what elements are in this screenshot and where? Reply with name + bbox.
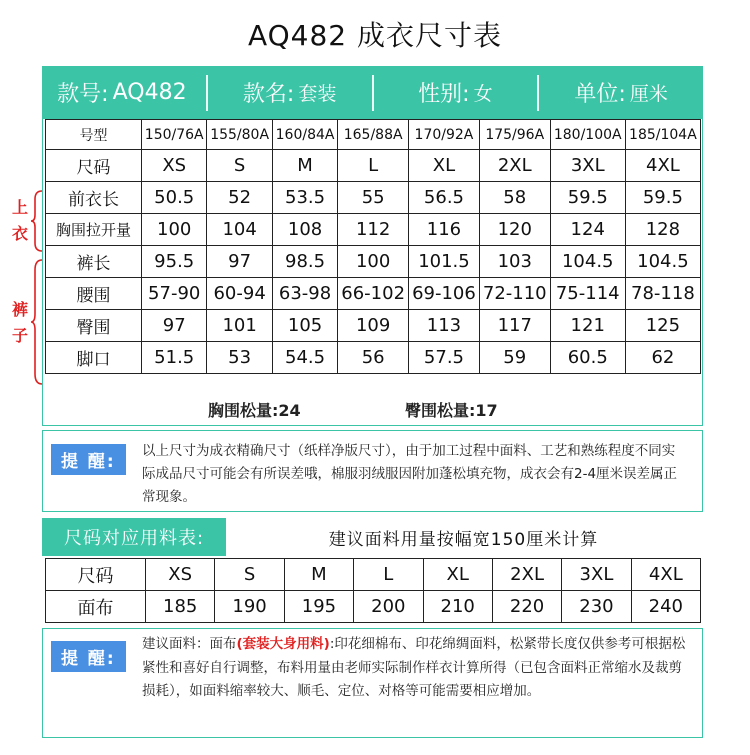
style-number bbox=[42, 66, 206, 119]
measure-cell: 124 bbox=[550, 214, 625, 246]
measure-cell: 54.5 bbox=[272, 342, 337, 374]
fabric-size-cell: 3XL bbox=[562, 559, 631, 591]
gender-value: 女 bbox=[473, 83, 493, 105]
measure-cell: 56.5 bbox=[409, 182, 480, 214]
reminder-badge: 提 醒: bbox=[51, 444, 126, 475]
model-cell: 155/80A bbox=[207, 120, 272, 150]
measure-cell: 128 bbox=[625, 214, 700, 246]
header-divider bbox=[206, 75, 208, 111]
fabric-size-cell: XS bbox=[146, 559, 215, 591]
measure-cell: 72-110 bbox=[479, 278, 550, 310]
model-cell: 170/92A bbox=[409, 120, 480, 150]
side-label-char: 裤 bbox=[12, 300, 29, 319]
side-label-char: 上 bbox=[12, 198, 29, 217]
measure-cell: 117 bbox=[479, 310, 550, 342]
style-name-value: 套装 bbox=[298, 83, 337, 105]
fabric-amount-cell: 185 bbox=[146, 591, 215, 623]
model-cell: 180/100A bbox=[550, 120, 625, 150]
side-label-top bbox=[12, 198, 28, 244]
unit bbox=[539, 66, 703, 119]
fabric-size-cell: M bbox=[284, 559, 353, 591]
measure-cell: 104.5 bbox=[625, 246, 700, 278]
measure-cell: 101.5 bbox=[409, 246, 480, 278]
side-label-pants bbox=[12, 300, 28, 346]
fabric-reminder-highlight: (套装大身用料) bbox=[236, 636, 330, 652]
fabric-header-label: 尺码对应用料表: bbox=[42, 518, 226, 556]
measure-row-label: 腰围 bbox=[46, 278, 142, 310]
header-divider bbox=[537, 75, 539, 111]
model-cell: 175/96A bbox=[479, 120, 550, 150]
measure-cell: 78-118 bbox=[625, 278, 700, 310]
measure-cell: 66-102 bbox=[338, 278, 409, 310]
unit-label: 单位: bbox=[574, 82, 626, 107]
measure-cell: 60-94 bbox=[207, 278, 272, 310]
measure-cell: 52 bbox=[207, 182, 272, 214]
fabric-amount-cell: 195 bbox=[284, 591, 353, 623]
measure-row-label: 前衣长 bbox=[46, 182, 142, 214]
measure-row-hem bbox=[46, 342, 701, 374]
size-row bbox=[46, 150, 701, 182]
model-row bbox=[46, 120, 701, 150]
hip-ease: 臀围松量:17 bbox=[405, 401, 498, 420]
fabric-amount-cell: 220 bbox=[492, 591, 561, 623]
measure-cell: 113 bbox=[409, 310, 480, 342]
model-cell: 150/76A bbox=[142, 120, 207, 150]
fabric-table bbox=[45, 558, 701, 623]
measure-cell: 56 bbox=[338, 342, 409, 374]
measure-cell: 116 bbox=[409, 214, 480, 246]
fabric-size-cell: 4XL bbox=[631, 559, 700, 591]
measure-cell: 120 bbox=[479, 214, 550, 246]
measure-cell: 63-98 bbox=[272, 278, 337, 310]
measure-row-chest bbox=[46, 214, 701, 246]
fabric-size-row bbox=[46, 559, 701, 591]
fabric-amount-cell: 210 bbox=[423, 591, 492, 623]
style-number-label: 款号: bbox=[57, 82, 109, 107]
measure-row-pants-length bbox=[46, 246, 701, 278]
size-cell: M bbox=[272, 150, 337, 182]
measure-cell: 75-114 bbox=[550, 278, 625, 310]
size-table bbox=[45, 119, 701, 374]
fabric-reminder-body: :印花细棉布、印花绵绸面料，松紧带长度仅供参考可根据松紧性和喜好自行调整，布料用量由老师实际制作样衣计算所得（已包含面料正常缩水及裁剪损耗），如面料缩率较大、顺毛、定位、对格等可能需要相应增加。 bbox=[142, 636, 686, 699]
reminder-text: 以上尺寸为成衣精确尺寸（纸样净版尺寸），由于加工过程中面料、工艺和熟练程度不同实际成品尺寸可能会有所误差哦，棉服羽绒服因附加蓬松填充物，成衣会有2-4厘米误差属正常现象。 bbox=[142, 443, 678, 505]
measure-cell: 101 bbox=[207, 310, 272, 342]
model-cell: 165/88A bbox=[338, 120, 409, 150]
measure-cell: 59 bbox=[479, 342, 550, 374]
measure-cell: 51.5 bbox=[142, 342, 207, 374]
measure-cell: 59.5 bbox=[625, 182, 700, 214]
top-brace-icon bbox=[30, 189, 44, 253]
header-divider bbox=[372, 75, 374, 111]
measure-row-front-length bbox=[46, 182, 701, 214]
style-number-value: AQ482 bbox=[112, 80, 187, 105]
size-cell: XS bbox=[142, 150, 207, 182]
measure-cell: 104.5 bbox=[550, 246, 625, 278]
measure-cell: 55 bbox=[338, 182, 409, 214]
measure-cell: 97 bbox=[207, 246, 272, 278]
size-row-label: 尺码 bbox=[46, 150, 142, 182]
info-header bbox=[42, 66, 703, 119]
side-label-char: 子 bbox=[12, 326, 29, 345]
measure-cell: 57-90 bbox=[142, 278, 207, 310]
style-name bbox=[208, 66, 372, 119]
fabric-reminder-text bbox=[142, 633, 690, 704]
measure-cell: 100 bbox=[142, 214, 207, 246]
measure-cell: 59.5 bbox=[550, 182, 625, 214]
size-cell: 2XL bbox=[479, 150, 550, 182]
size-cell: 3XL bbox=[550, 150, 625, 182]
measure-cell: 58 bbox=[479, 182, 550, 214]
unit-value: 厘米 bbox=[629, 83, 668, 105]
fabric-amount-label: 面布 bbox=[46, 591, 146, 623]
measure-row-waist bbox=[46, 278, 701, 310]
measure-row-label: 胸围拉开量 bbox=[46, 214, 142, 246]
fabric-header-subtitle: 建议面料用量按幅宽150厘米计算 bbox=[328, 529, 599, 550]
measure-cell: 53.5 bbox=[272, 182, 337, 214]
fabric-header bbox=[42, 518, 701, 556]
measure-cell: 100 bbox=[338, 246, 409, 278]
measure-cell: 103 bbox=[479, 246, 550, 278]
model-cell: 185/104A bbox=[625, 120, 700, 150]
measure-cell: 62 bbox=[625, 342, 700, 374]
model-cell: 160/84A bbox=[272, 120, 337, 150]
fabric-reminder-badge: 提 醒: bbox=[51, 641, 126, 672]
measure-cell: 97 bbox=[142, 310, 207, 342]
measure-row-label: 臀围 bbox=[46, 310, 142, 342]
fabric-size-label: 尺码 bbox=[46, 559, 146, 591]
measure-cell: 95.5 bbox=[142, 246, 207, 278]
measure-cell: 69-106 bbox=[409, 278, 480, 310]
gender-label: 性别: bbox=[418, 82, 470, 107]
page-title: AQ482 成衣尺寸表 bbox=[247, 19, 503, 52]
fabric-size-cell: S bbox=[215, 559, 284, 591]
fabric-reminder-prefix: 建议面料：面布 bbox=[142, 636, 237, 652]
measure-cell: 98.5 bbox=[272, 246, 337, 278]
model-row-label: 号型 bbox=[46, 120, 142, 150]
gender bbox=[374, 66, 538, 119]
chest-ease: 胸围松量:24 bbox=[208, 401, 301, 420]
pants-brace-icon bbox=[30, 258, 44, 386]
fabric-size-cell: XL bbox=[423, 559, 492, 591]
fabric-amount-cell: 240 bbox=[631, 591, 700, 623]
measure-cell: 57.5 bbox=[409, 342, 480, 374]
size-cell: XL bbox=[409, 150, 480, 182]
fabric-amount-cell: 200 bbox=[354, 591, 423, 623]
fabric-amount-row bbox=[46, 591, 701, 623]
measure-cell: 53 bbox=[207, 342, 272, 374]
measure-cell: 125 bbox=[625, 310, 700, 342]
measure-cell: 121 bbox=[550, 310, 625, 342]
measure-cell: 109 bbox=[338, 310, 409, 342]
side-label-char: 衣 bbox=[12, 224, 29, 243]
size-cell: L bbox=[338, 150, 409, 182]
measure-row-label: 裤长 bbox=[46, 246, 142, 278]
measure-cell: 104 bbox=[207, 214, 272, 246]
measure-cell: 108 bbox=[272, 214, 337, 246]
fabric-amount-cell: 190 bbox=[215, 591, 284, 623]
measure-cell: 112 bbox=[338, 214, 409, 246]
style-name-label: 款名: bbox=[242, 82, 295, 107]
measure-cell: 50.5 bbox=[142, 182, 207, 214]
measure-row-hip bbox=[46, 310, 701, 342]
size-cell: 4XL bbox=[625, 150, 700, 182]
fabric-size-cell: L bbox=[354, 559, 423, 591]
measure-row-label: 脚口 bbox=[46, 342, 142, 374]
size-cell: S bbox=[207, 150, 272, 182]
measure-cell: 60.5 bbox=[550, 342, 625, 374]
fabric-size-cell: 2XL bbox=[492, 559, 561, 591]
measure-cell: 105 bbox=[272, 310, 337, 342]
fabric-amount-cell: 230 bbox=[562, 591, 631, 623]
